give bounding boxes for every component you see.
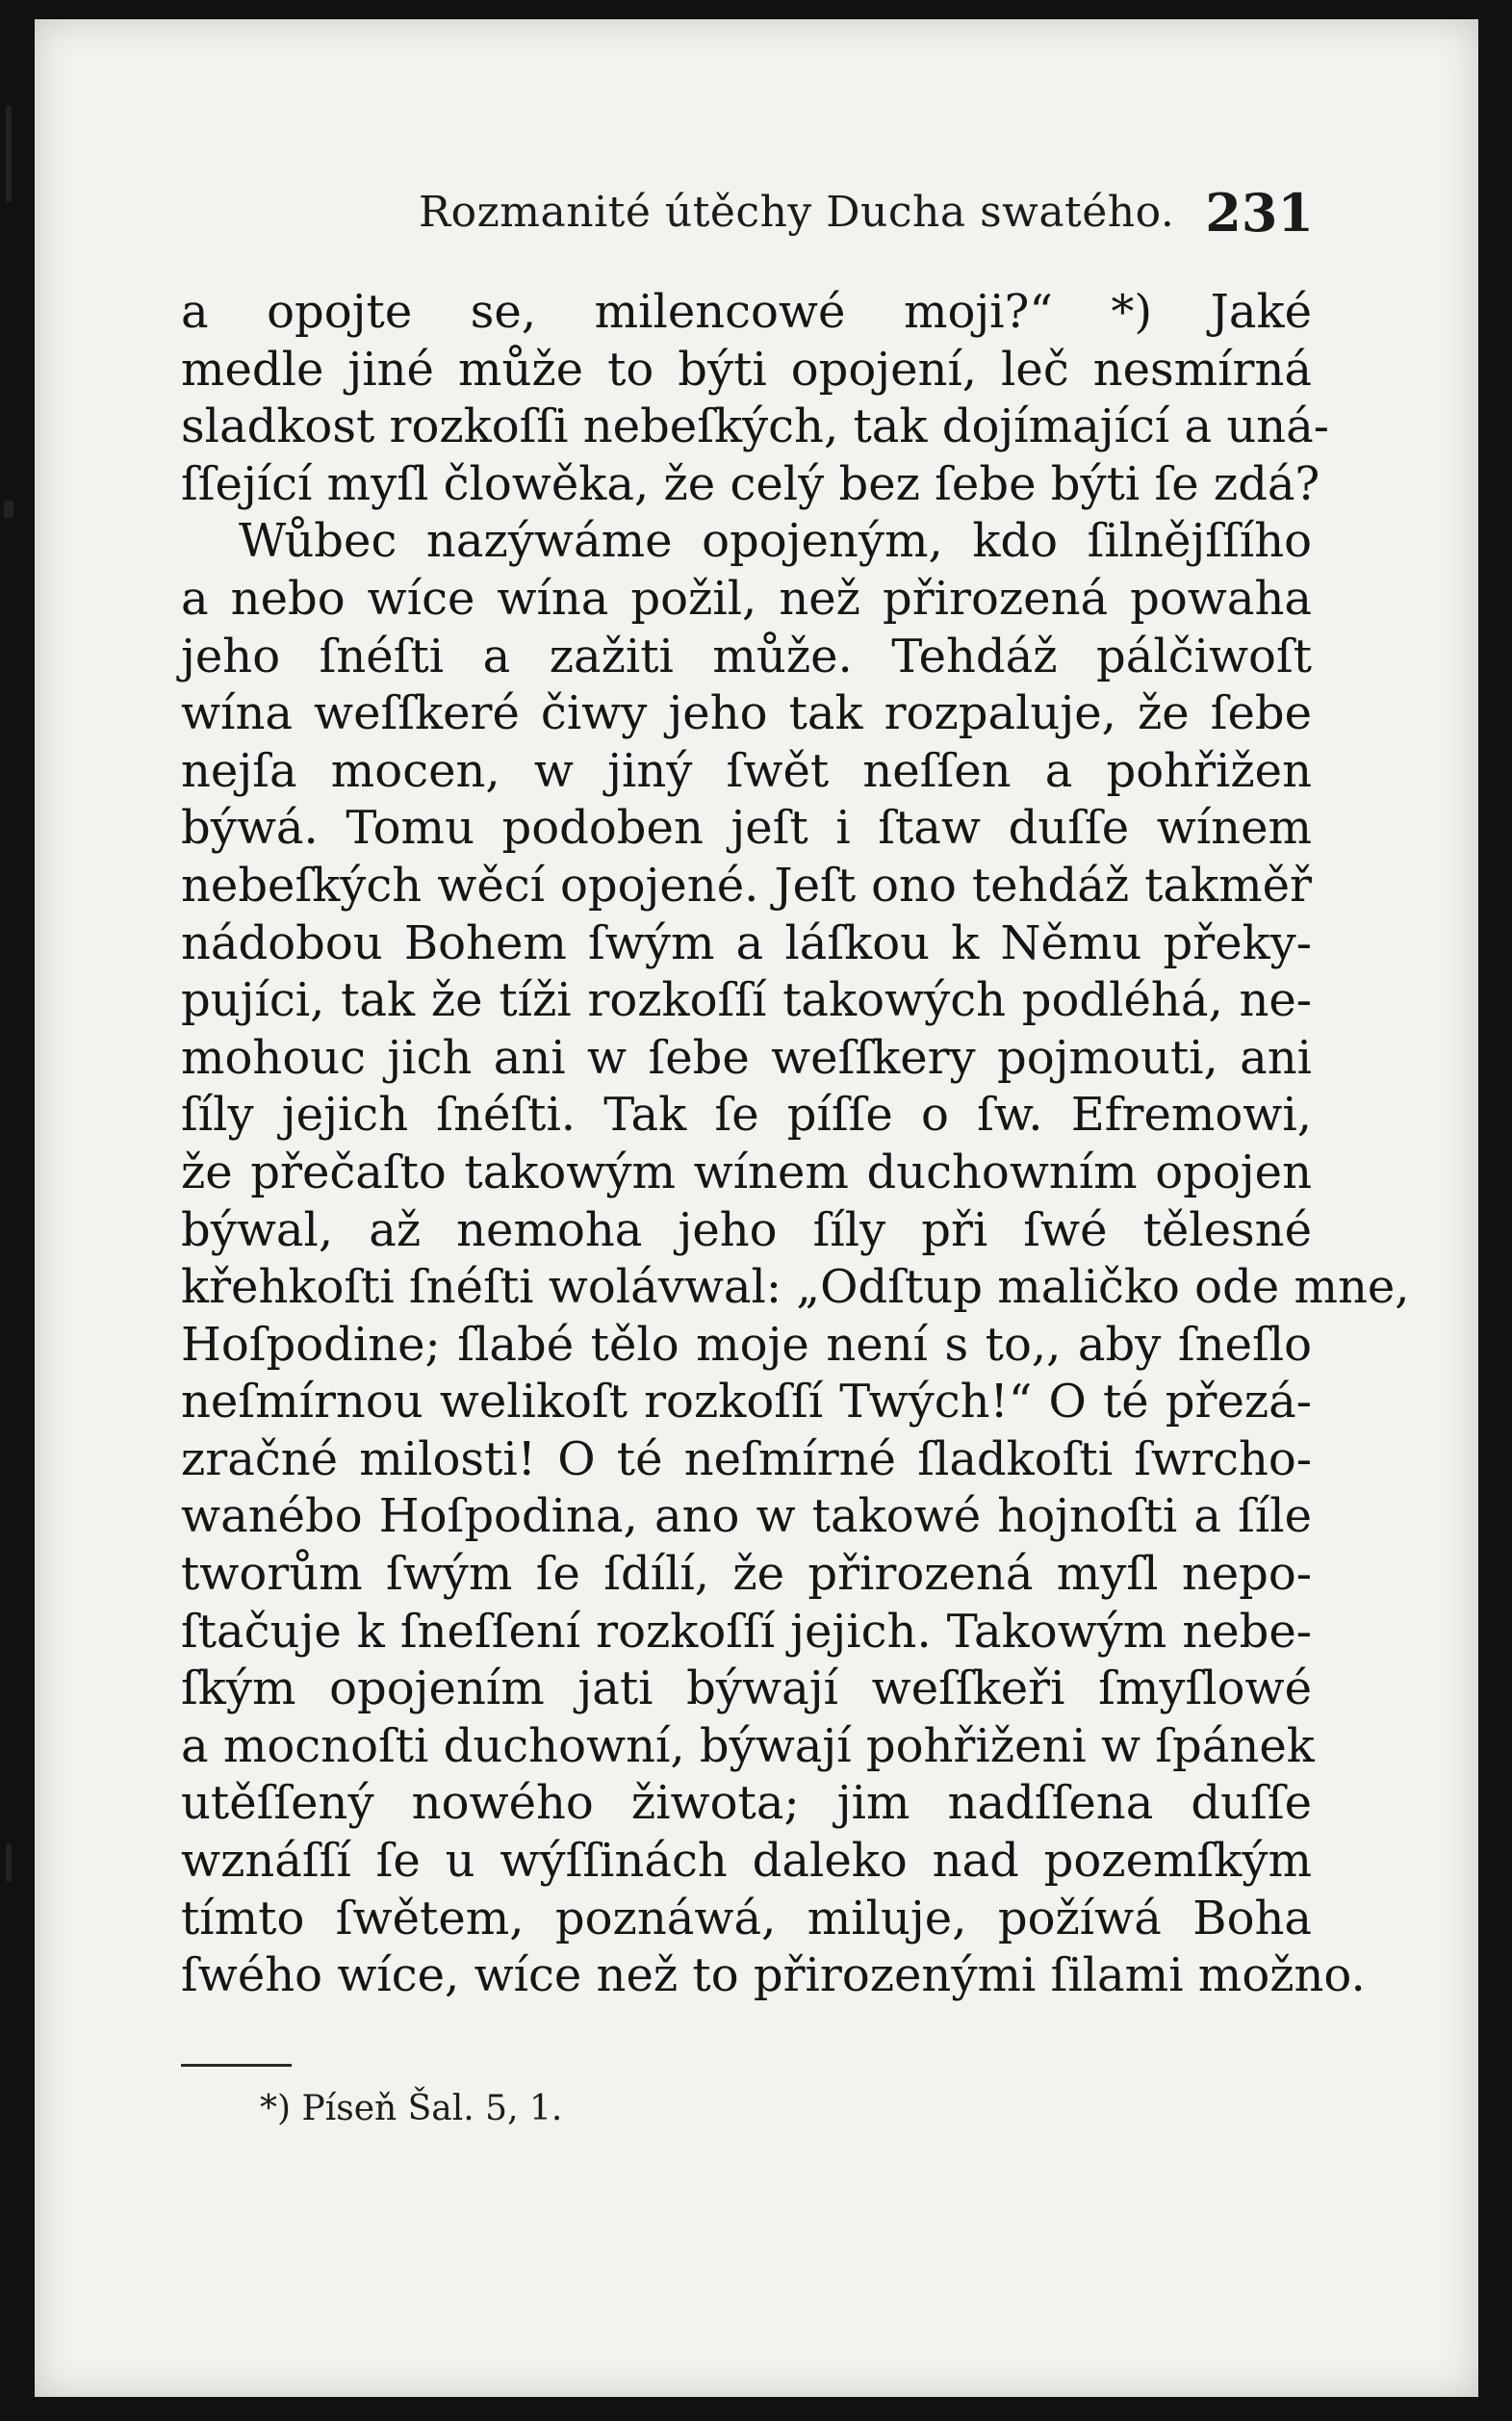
text-line: nádobou Bohem ſwým a láſkou k Němu překy-: [181, 915, 1312, 970]
text-line: ſwého wíce, wíce než to přirozenými ſilami možno.: [181, 1948, 1366, 2003]
text-line: mohouc jich ani w ſebe weſſkery pojmouti, ani: [181, 1030, 1312, 1085]
text-line: a mocnoſti duchowní, býwají pohřiženi w ſpánek: [181, 1718, 1315, 1773]
text-line: medle jiné může to býti opojení, leč nesmírná: [181, 342, 1312, 397]
text-line: tworům ſwým ſe ſdílí, že přirozená myſl nepo-: [181, 1547, 1312, 1602]
text-line: a nebo wíce wína požil, než přirozená powaha: [181, 571, 1312, 626]
page-number: 231: [1205, 182, 1314, 244]
text-line: ſíly jejich ſnéſti. Tak ſe píſſe o ſw. Efremowi,: [181, 1088, 1312, 1143]
text-line: nejſa mocen, w jiný ſwět neſſen a pohřižen: [181, 743, 1312, 798]
binding-mark: [4, 501, 13, 518]
text-line: Hoſpodine; ſlabé tělo moje není s to,, aby ſneſlo: [181, 1317, 1312, 1372]
text-line: pujíci, tak že tíži rozkoſſí takowých podléhá, ne-: [181, 973, 1312, 1028]
text-line: nebeſkých wěcí opojené. Jeſt ono tehdáž takměř: [181, 858, 1312, 913]
text-line: ſtačuje k ſneſſení rozkoſſí jejich. Takowým nebe-: [181, 1604, 1312, 1659]
text-line: wznáſſí ſe u wýſſinách daleko nad pozemſkým: [181, 1834, 1312, 1889]
text-line: ſſející myſl člowěka, že celý bez ſebe býti ſe zdá?: [181, 456, 1320, 511]
text-line: wanébo Hoſpodina, ano w takowé hojnoſti a ſíle: [181, 1489, 1312, 1544]
text-line: býwá. Tomu podoben jeſt i ſtaw duſſe wínem: [181, 801, 1312, 856]
text-line: Wůbec nazýwáme opojeným, kdo ſilnějſſího: [239, 514, 1312, 569]
footnote: *) Píseň Šal. 5, 1.: [260, 2089, 563, 2128]
binding-mark: [6, 1843, 12, 1882]
running-title: Rozmanité útěchy Ducha swatého.: [419, 188, 1175, 237]
text-line: neſmírnou welikoſt rozkoſſí Twých!“ O té přezá-: [181, 1375, 1312, 1429]
text-line: křehkoſti ſnéſti wolávwal: „Odſtup maličko ode mne,: [181, 1260, 1410, 1315]
body-text: [181, 284, 1410, 2005]
text-line: tímto ſwětem, poznáwá, miluje, požíwá Boha: [181, 1891, 1312, 1945]
page-header: [217, 168, 1314, 255]
text-line: a opojte se, milencowé moji?“ *) Jaké: [181, 285, 1312, 339]
footnote-rule: [181, 2064, 292, 2067]
text-line: ſkým opojením jati býwají weſſkeři ſmyſlowé: [181, 1661, 1312, 1716]
text-line: wína weſſkeré čiwy jeho tak rozpaluje, že ſebe: [181, 686, 1312, 741]
text-line: sladkost rozkoſſi nebeſkých, tak dojímající a uná-: [181, 399, 1329, 454]
text-line: býwal, až nemoha jeho ſíly při ſwé tělesné: [181, 1202, 1312, 1257]
text-line: že přečaſto takowým wínem duchowním opojen: [181, 1145, 1312, 1199]
text-line: jeho ſnéſti a zažiti může. Tehdáž pálčiwoſt: [181, 629, 1312, 683]
binding-mark: [6, 106, 12, 202]
text-line: utěſſený nowého žiwota; jim nadſſena duſſe: [181, 1776, 1312, 1831]
text-line: zračné milosti! O té neſmírné ſladkoſti ſwrcho-: [181, 1431, 1312, 1486]
